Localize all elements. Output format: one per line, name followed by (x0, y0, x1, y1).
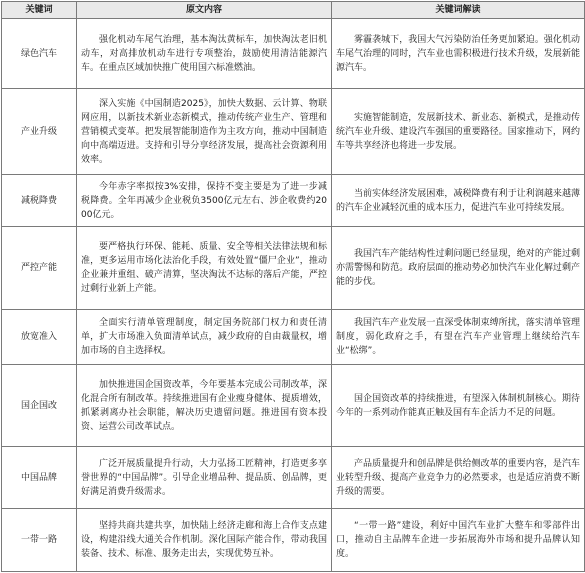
interpretation-cell: 国企国资改革的持续推进，有望深入体制机制核心。期待今年的一系列动作能真正触及国有车企活力不足的问题。 (332, 365, 585, 447)
header-keyword: 关键词 (2, 2, 77, 19)
interpretation-cell: “一带一路”建设，利好中国汽车业扩大整车和零部件出口，推动自主品牌车企进一步拓展海外市场和提升品牌认知度。 (332, 509, 585, 572)
keyword-cell: 减税降费 (2, 175, 77, 227)
header-original: 原文内容 (77, 2, 332, 19)
table-row (2, 447, 585, 509)
original-cell: 全面实行清单管理制度，制定国务院部门权力和责任清单，扩大市场准入负面清单试点，减少政府的自由裁量权，增加市场的自主选择权。 (77, 310, 332, 365)
original-cell: 今年赤字率拟按3%安排，保持不变主要是为了进一步减税降费。全年再减少企业税负3500亿元左右、涉企收费约2000亿元。 (77, 175, 332, 227)
original-cell: 深入实施《中国制造2025》，加快大数据、云计算、物联网应用，以新技术新业态新模式，推动传统产业生产、管理和营销模式变革。把发展智能制造作为主攻方向，推动中国制造向中高端迈进。支持和引导分享经济发展，提高社会资源利用效率。 (77, 89, 332, 175)
original-cell: 要严格执行环保、能耗、质量、安全等相关法律法规和标准，更多运用市场化法治化手段，有效处置“僵尸企业”，推动企业兼并重组、破产清算，坚决淘汰不达标的落后产能，严控过剩行业新上产能。 (77, 227, 332, 310)
table-row (2, 365, 585, 447)
original-cell: 强化机动车尾气治理，基本淘汰黄标车，加快淘汰老旧机动车，对高排放机动车进行专项整治，鼓励使用清洁能源汽车。在重点区域加快推广使用国六标准燃油。 (77, 19, 332, 89)
header-interpretation: 关键词解读 (332, 2, 585, 19)
keyword-cell: 国企国改 (2, 365, 77, 447)
keyword-cell: 绿色汽车 (2, 19, 77, 89)
keyword-cell: 严控产能 (2, 227, 77, 310)
keyword-cell: 产业升级 (2, 89, 77, 175)
table-row (2, 310, 585, 365)
keyword-cell: 一带一路 (2, 509, 77, 572)
table-row (2, 509, 585, 572)
original-cell: 加快推进国企国资改革，今年要基本完成公司制改革，深化混合所有制改革。持续推进国有企业瘦身健体、提质增效，抓紧剥离办社会职能，解决历史遗留问题。推进国有资本投资、运营公司改革试点。 (77, 365, 332, 447)
table-row (2, 175, 585, 227)
keyword-cell: 中国品牌 (2, 447, 77, 509)
keyword-cell: 放宽准入 (2, 310, 77, 365)
table-row (2, 89, 585, 175)
interpretation-cell: 产品质量提升和创品牌是供给侧改革的重要内容，是汽车业转型升级、提高产业竞争力的必然要求，也是适应消费不断升级的需要。 (332, 447, 585, 509)
table-row (2, 227, 585, 310)
original-cell: 坚持共商共建共享，加快陆上经济走廊和海上合作支点建设，构建沿线大通关合作机制。深化国际产能合作，带动我国装备、技术、标准、服务走出去，实现优势互补。 (77, 509, 332, 572)
original-cell: 广泛开展质量提升行动，大力弘扬工匠精神，打造更多享誉世界的“中国品牌”。引导企业增品种、提品质、创品牌，更好满足消费升级需求。 (77, 447, 332, 509)
table-header-row (2, 2, 585, 19)
interpretation-cell: 当前实体经济发展困难，减税降费有利于让利润越来越薄的汽车企业减轻沉重的成本压力，促进汽车业可持续发展。 (332, 175, 585, 227)
interpretation-cell: 实施智能制造，发展新技术、新业态、新模式，是推动传统汽车业升级、建设汽车强国的重要路径。国家推动下，网约车等共享经济也将进一步发展。 (332, 89, 585, 175)
interpretation-cell: 我国汽车产能结构性过剩问题已经显现，绝对的产能过剩亦需警惕和防范。政府层面的推动势必加快汽车业化解过剩产能的步伐。 (332, 227, 585, 310)
interpretation-cell: 我国汽车产业发展一直深受体制束缚所扰，落实清单管理制度，弱化政府之手，有望在汽车产业管理上继续给汽车业“松绑”。 (332, 310, 585, 365)
interpretation-cell: 雾霾袭城下，我国大气污染防治任务更加紧迫。强化机动车尾气治理的同时，汽车业也需积极进行技术升级，发展新能源汽车。 (332, 19, 585, 89)
keyword-table (1, 1, 585, 572)
table-row (2, 19, 585, 89)
